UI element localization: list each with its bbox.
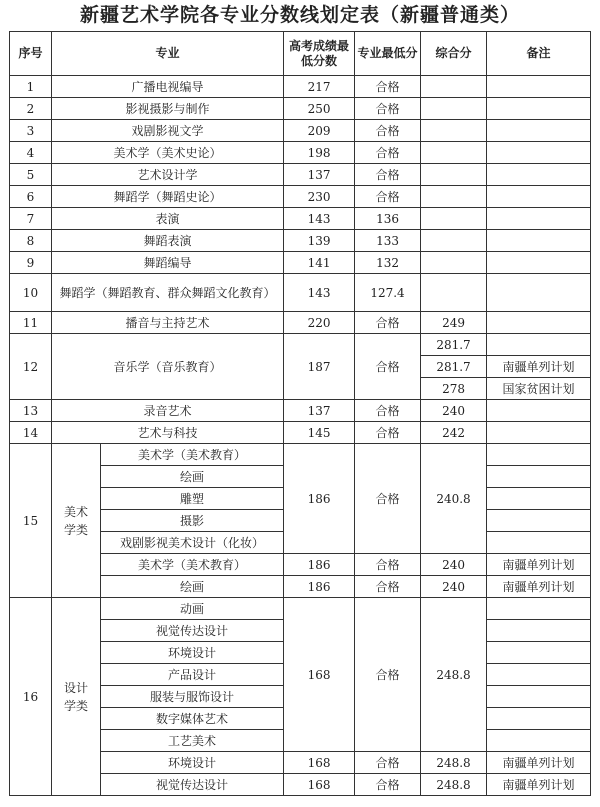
prof-cell: 合格 (355, 142, 421, 164)
prof-cell: 合格 (355, 400, 421, 422)
gaokao-cell: 220 (284, 312, 355, 334)
prof-cell: 合格 (355, 752, 421, 774)
header-gaokao: 高考成绩最低分数 (284, 32, 355, 76)
total-cell: 240 (421, 576, 487, 598)
total-cell: 240 (421, 400, 487, 422)
seq-cell: 8 (10, 230, 52, 252)
total-cell (421, 98, 487, 120)
seq-cell: 1 (10, 76, 52, 98)
prof-cell: 合格 (355, 334, 421, 400)
table-row (10, 400, 591, 422)
total-cell (421, 208, 487, 230)
gaokao-cell: 137 (284, 400, 355, 422)
seq-cell: 12 (10, 334, 52, 400)
gaokao-cell: 143 (284, 208, 355, 230)
gaokao-cell: 230 (284, 186, 355, 208)
table-row (10, 422, 591, 444)
note-cell (487, 334, 591, 356)
gaokao-cell: 139 (284, 230, 355, 252)
category-cell (52, 598, 101, 796)
gaokao-cell: 250 (284, 98, 355, 120)
major-cell: 美术学（美术史论） (52, 142, 284, 164)
note-cell (487, 532, 591, 554)
prof-cell: 合格 (355, 312, 421, 334)
note-cell: 南疆单列计划 (487, 752, 591, 774)
note-cell (487, 510, 591, 532)
prof-cell: 合格 (355, 554, 421, 576)
note-cell (487, 400, 591, 422)
total-cell (421, 230, 487, 252)
prof-cell: 合格 (355, 422, 421, 444)
header-prof: 专业最低分 (355, 32, 421, 76)
total-cell (421, 164, 487, 186)
table-row (10, 208, 591, 230)
total-cell: 249 (421, 312, 487, 334)
major-cell: 服装与服饰设计 (101, 686, 284, 708)
gaokao-cell: 168 (284, 774, 355, 796)
table-row (10, 334, 591, 356)
major-cell: 录音艺术 (52, 400, 284, 422)
major-cell: 影视摄影与制作 (52, 98, 284, 120)
note-cell: 南疆单列计划 (487, 576, 591, 598)
gaokao-cell: 145 (284, 422, 355, 444)
major-cell: 美术学（美术教育） (101, 554, 284, 576)
score-table (9, 31, 591, 796)
prof-cell: 136 (355, 208, 421, 230)
table-row (10, 76, 591, 98)
note-cell (487, 120, 591, 142)
gaokao-cell: 198 (284, 142, 355, 164)
gaokao-cell: 141 (284, 252, 355, 274)
major-cell: 绘画 (101, 466, 284, 488)
table-row (10, 252, 591, 274)
major-cell: 摄影 (101, 510, 284, 532)
seq-cell: 10 (10, 274, 52, 312)
total-cell: 281.7 (421, 334, 487, 356)
table-row (10, 312, 591, 334)
table-row (10, 142, 591, 164)
major-cell: 环境设计 (101, 642, 284, 664)
major-cell: 环境设计 (101, 752, 284, 774)
major-cell: 表演 (52, 208, 284, 230)
table-row (10, 164, 591, 186)
table-row (10, 186, 591, 208)
major-cell: 视觉传达设计 (101, 774, 284, 796)
gaokao-cell: 186 (284, 444, 355, 554)
gaokao-cell: 137 (284, 164, 355, 186)
major-cell: 美术学（美术教育） (101, 444, 284, 466)
seq-cell: 16 (10, 598, 52, 796)
seq-cell: 6 (10, 186, 52, 208)
table-row (10, 444, 591, 466)
note-cell: 南疆单列计划 (487, 554, 591, 576)
prof-cell: 合格 (355, 186, 421, 208)
major-cell: 雕塑 (101, 488, 284, 510)
total-cell (421, 274, 487, 312)
note-cell (487, 422, 591, 444)
total-cell (421, 120, 487, 142)
prof-cell: 合格 (355, 444, 421, 554)
category-cell (52, 444, 101, 598)
page-title: 新疆艺术学院各专业分数线划定表（新疆普通类） (79, 4, 520, 26)
total-cell (421, 186, 487, 208)
note-cell (487, 664, 591, 686)
seq-cell: 4 (10, 142, 52, 164)
major-cell: 音乐学（音乐教育） (52, 334, 284, 400)
prof-cell: 合格 (355, 576, 421, 598)
gaokao-cell: 217 (284, 76, 355, 98)
gaokao-cell: 209 (284, 120, 355, 142)
total-cell: 248.8 (421, 774, 487, 796)
major-cell: 戏剧影视美术设计（化妆） (101, 532, 284, 554)
table-row (10, 274, 591, 312)
header-row (10, 32, 591, 76)
major-cell: 舞蹈学（舞蹈教育、群众舞蹈文化教育） (52, 274, 284, 312)
note-cell (487, 274, 591, 312)
major-cell: 舞蹈学（舞蹈史论） (52, 186, 284, 208)
note-cell (487, 598, 591, 620)
gaokao-cell: 143 (284, 274, 355, 312)
note-cell (487, 230, 591, 252)
gaokao-cell: 168 (284, 752, 355, 774)
total-cell: 281.7 (421, 356, 487, 378)
major-cell: 艺术与科技 (52, 422, 284, 444)
seq-cell: 5 (10, 164, 52, 186)
prof-cell: 133 (355, 230, 421, 252)
note-cell (487, 208, 591, 230)
note-cell (487, 686, 591, 708)
major-cell: 产品设计 (101, 664, 284, 686)
note-cell (487, 252, 591, 274)
major-cell: 艺术设计学 (52, 164, 284, 186)
gaokao-cell: 168 (284, 598, 355, 752)
prof-cell: 合格 (355, 774, 421, 796)
major-cell: 舞蹈编导 (52, 252, 284, 274)
note-cell (487, 142, 591, 164)
category-label: 设计学类 (63, 680, 88, 713)
note-cell (487, 466, 591, 488)
major-cell: 播音与主持艺术 (52, 312, 284, 334)
prof-cell: 合格 (355, 598, 421, 752)
prof-cell: 合格 (355, 76, 421, 98)
seq-cell: 9 (10, 252, 52, 274)
gaokao-cell: 186 (284, 576, 355, 598)
table-row (10, 230, 591, 252)
total-cell (421, 76, 487, 98)
major-cell: 动画 (101, 598, 284, 620)
header-seq: 序号 (10, 32, 52, 76)
note-cell (487, 164, 591, 186)
major-cell: 舞蹈表演 (52, 230, 284, 252)
header-note: 备注 (487, 32, 591, 76)
total-cell: 278 (421, 378, 487, 400)
table-row (10, 98, 591, 120)
note-cell (487, 642, 591, 664)
total-cell: 248.8 (421, 752, 487, 774)
note-cell (487, 730, 591, 752)
major-cell: 视觉传达设计 (101, 620, 284, 642)
major-cell: 数字媒体艺术 (101, 708, 284, 730)
header-total: 综合分 (421, 32, 487, 76)
seq-cell: 7 (10, 208, 52, 230)
major-cell: 广播电视编导 (52, 76, 284, 98)
gaokao-cell: 187 (284, 334, 355, 400)
prof-cell: 合格 (355, 98, 421, 120)
note-cell: 南疆单列计划 (487, 774, 591, 796)
total-cell: 242 (421, 422, 487, 444)
seq-cell: 2 (10, 98, 52, 120)
total-cell: 240 (421, 554, 487, 576)
seq-cell: 11 (10, 312, 52, 334)
note-cell (487, 76, 591, 98)
note-cell: 南疆单列计划 (487, 356, 591, 378)
note-cell (487, 98, 591, 120)
total-cell (421, 252, 487, 274)
total-cell: 240.8 (421, 444, 487, 554)
prof-cell: 合格 (355, 120, 421, 142)
seq-cell: 3 (10, 120, 52, 142)
note-cell: 国家贫困计划 (487, 378, 591, 400)
note-cell (487, 708, 591, 730)
note-cell (487, 488, 591, 510)
seq-cell: 14 (10, 422, 52, 444)
gaokao-cell: 186 (284, 554, 355, 576)
total-cell: 248.8 (421, 598, 487, 752)
prof-cell: 合格 (355, 164, 421, 186)
category-label: 美术学类 (63, 504, 88, 537)
note-cell (487, 620, 591, 642)
table-row (10, 598, 591, 620)
major-cell: 戏剧影视文学 (52, 120, 284, 142)
major-cell: 绘画 (101, 576, 284, 598)
prof-cell: 127.4 (355, 274, 421, 312)
note-cell (487, 312, 591, 334)
header-major: 专业 (52, 32, 284, 76)
note-cell (487, 186, 591, 208)
major-cell: 工艺美术 (101, 730, 284, 752)
table-row (10, 120, 591, 142)
prof-cell: 132 (355, 252, 421, 274)
seq-cell: 13 (10, 400, 52, 422)
note-cell (487, 444, 591, 466)
seq-cell: 15 (10, 444, 52, 598)
total-cell (421, 142, 487, 164)
